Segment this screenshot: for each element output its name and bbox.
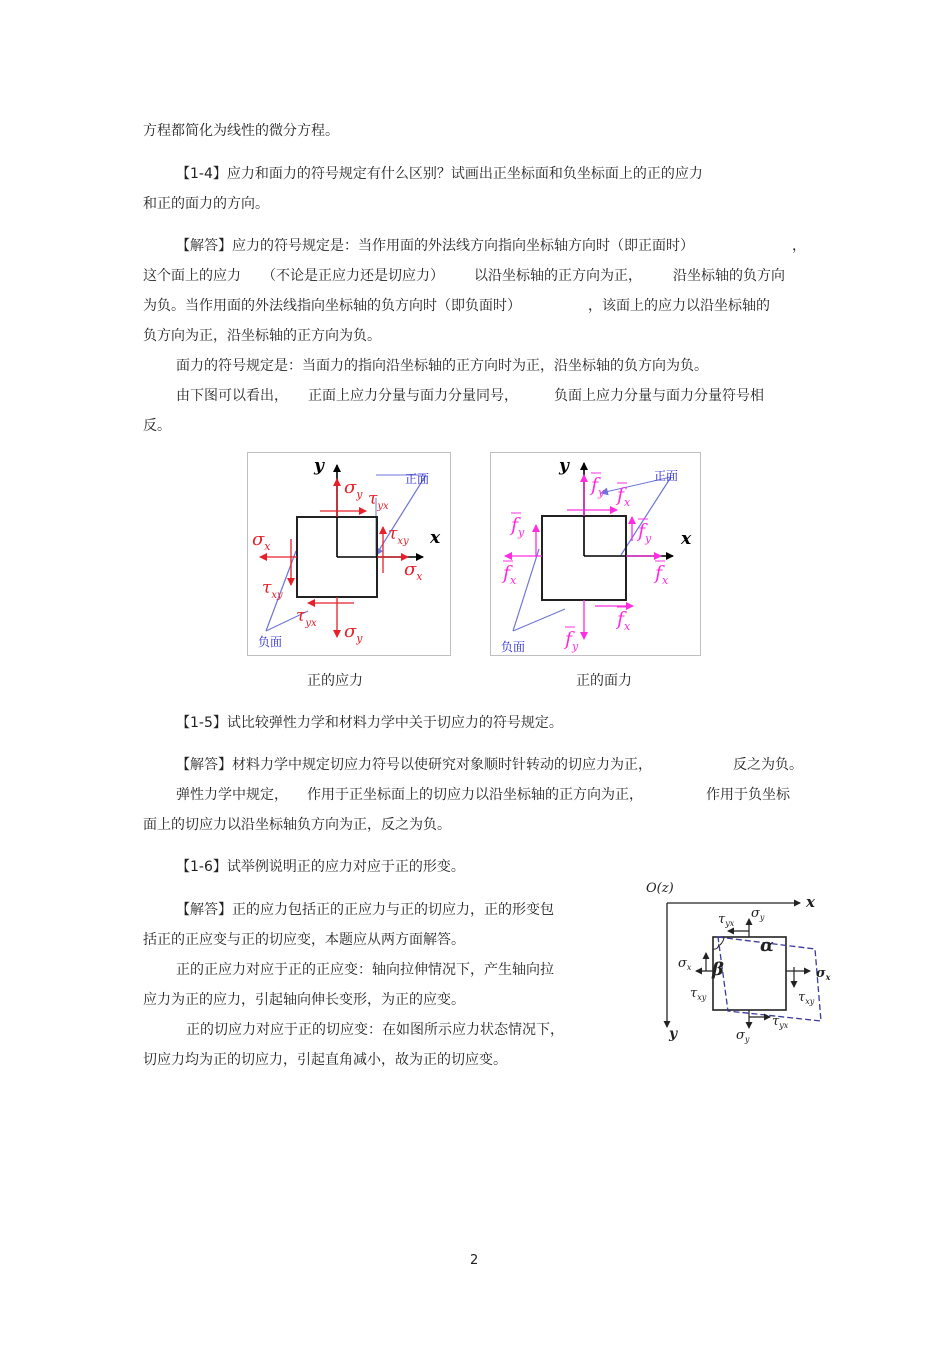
tau-yx-top-label: $\tau_{yx}$ [368, 489, 389, 512]
positive-face-label: 正面 [405, 472, 430, 486]
q14-answer-line2-c: 以沿坐标轴的正方向为正， [474, 268, 642, 284]
alpha-label: α [760, 935, 774, 956]
q14-answer-line2-b: （不论是正应力还是切应力） [262, 268, 444, 284]
q15-answer-line1-b: 反之为负。 [733, 757, 803, 773]
y-axis-label: y [559, 456, 569, 476]
q14-answer-line1-comma: ， [792, 238, 806, 254]
tau-yx-bottom-label: $\tau_{yx}$ [772, 1014, 789, 1030]
sigma-x-left-label: $\sigma_x$ [678, 956, 692, 972]
q15-title: 【1-5】试比较弹性力学和材料力学中关于切应力的符号规定。 [176, 715, 563, 731]
q14-answer-line3-a: 为负。当作用面的外法线指向坐标轴的负方向时（即负面时） [143, 298, 521, 314]
q14-compare-line1-c: 负面上应力分量与面力分量符号相 [554, 388, 764, 404]
sigma-y-top-label: $\sigma_y$ [344, 477, 363, 501]
q14-title-line2: 和正的面力的方向。 [143, 196, 269, 212]
fy-right-label: $f_y$ [638, 520, 652, 545]
fx-right-label: $f_x$ [655, 562, 669, 587]
surface-force-figure [490, 452, 701, 656]
fy-bottom-label: $f_y$ [565, 628, 579, 653]
fy-top-label: $f_y$ [591, 474, 605, 499]
q15-answer-line3: 面上的切应力以沿坐标轴负方向为正，反之为负。 [143, 817, 451, 833]
q14-compare-line1-b: 正面上应力分量与面力分量同号， [308, 388, 518, 404]
sigma-y-bottom-label: $\sigma_y$ [736, 1028, 750, 1044]
q16-normal-line1: 正的正应力对应于正的正应变：轴向拉伸情况下，产生轴向拉 [176, 962, 554, 978]
sigma-x-left-label: $\sigma_x$ [252, 529, 271, 553]
q16-shear-line1: 正的切应力对应于正的切应变：在如图所示应力状态情况下， [186, 1022, 564, 1038]
intro-line: 方程都简化为线性的微分方程。 [143, 123, 339, 139]
q15-answer-line2-a: 弹性力学中规定， [176, 787, 288, 803]
q14-answer-line3-b: ，该面上的应力以沿坐标轴的 [588, 298, 770, 314]
sigma-y-bottom-label: $\sigma_y$ [344, 621, 363, 645]
q14-title-line1: 【1-4】应力和面力的符号规定有什么区别？试画出正坐标面和负坐标面上的正的应力 [176, 166, 703, 182]
q16-answer-line2: 括正的正应变与正的切应变，本题应从两方面解答。 [143, 932, 465, 948]
q14-compare-line1-a: 由下图可以看出， [176, 388, 288, 404]
tau-xy-right-label: $\tau_{xy}$ [798, 990, 815, 1006]
q16-normal-line2: 应力为正的应力，引起轴向伸长变形，为正的应变。 [143, 992, 465, 1008]
origin-label: O(z) [646, 881, 674, 896]
negative-face-label: 负面 [501, 640, 526, 654]
q14-answer-line1: 【解答】应力的符号规定是：当作用面的外法线方向指向坐标轴方向时（即正面时） [176, 238, 694, 254]
tau-xy-left-label: $\tau_{xy}$ [690, 986, 707, 1002]
q15-answer-line1-a: 【解答】材料力学中规定切应力符号以使研究对象顺时针转动的切应力为正， [176, 757, 652, 773]
x-axis-label: x [430, 528, 441, 548]
beta-arc [713, 944, 719, 949]
x-axis-label: x [806, 893, 815, 911]
q16-shear-line2: 切应力均为正的切应力，引起直角减小，故为正的切应变。 [143, 1052, 507, 1068]
tau-yx-bottom-label: $\tau_{yx}$ [296, 606, 317, 629]
negative-face-label: 负面 [258, 635, 283, 649]
q14-answer-line2-d: 沿坐标轴的负方向 [673, 268, 785, 284]
stress-figure-caption: 正的应力 [307, 673, 363, 689]
tau-yx-top-label: $\tau_{yx}$ [718, 912, 735, 928]
q15-answer-line2-c: 作用于负坐标 [706, 787, 790, 803]
negative-face-plane [513, 549, 539, 631]
q15-answer-line2-b: 作用于正坐标面上的切应力以沿坐标轴的正方向为正， [307, 787, 643, 803]
sigma-x-right-label: $\sigma_x$ [816, 966, 831, 982]
q14-compare-line2: 反。 [143, 418, 171, 434]
positive-face-label: 正面 [654, 469, 679, 483]
x-axis-label: x [681, 529, 692, 549]
shear-strain-figure [640, 875, 840, 1045]
page-number: 2 [470, 1253, 479, 1268]
tau-xy-left-label: $\tau_{xy}$ [262, 578, 283, 601]
q14-surface-rule: 面力的符号规定是：当面力的指向沿坐标轴的正方向时为正，沿坐标轴的负方向为负。 [176, 358, 708, 374]
fx-left-label: $f_x$ [503, 562, 517, 587]
stress-figure [247, 452, 451, 656]
y-axis-label: y [669, 1026, 678, 1042]
q14-answer-line2-a: 这个面上的应力 [143, 268, 241, 284]
force-figure-caption: 正的面力 [576, 673, 632, 689]
fx-bottom-label: $f_x$ [617, 608, 631, 633]
y-axis-label: y [314, 456, 324, 476]
beta-label: β [712, 959, 724, 980]
q14-answer-line4: 负方向为正，沿坐标轴的正方向为负。 [143, 328, 381, 344]
q16-title: 【1-6】试举例说明正的应力对应于正的形变。 [176, 859, 465, 875]
sigma-y-top-label: $\sigma_y$ [751, 906, 765, 922]
q16-answer-line1: 【解答】正的应力包括正的正应力与正的切应力，正的形变包 [176, 902, 554, 918]
fx-top-label: $f_x$ [617, 484, 631, 509]
tau-xy-right-label: $\tau_{xy}$ [388, 524, 409, 547]
sigma-x-right-label: $\sigma_x$ [404, 559, 423, 583]
fy-left-label: $f_y$ [511, 514, 525, 539]
